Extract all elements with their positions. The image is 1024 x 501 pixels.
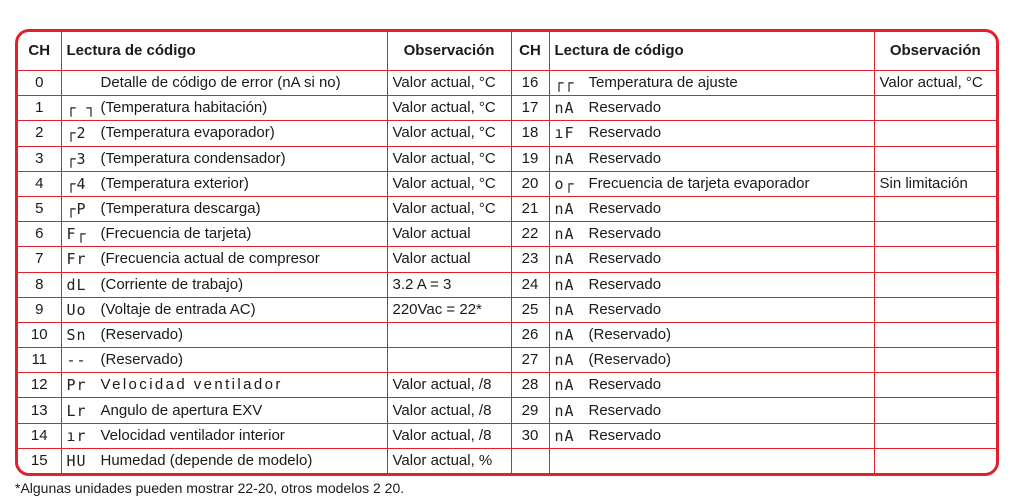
channel-number: 14 <box>18 423 61 448</box>
display-code: nA <box>554 351 575 370</box>
code-reading-cell <box>549 297 874 322</box>
code-description: Reservado <box>588 275 662 293</box>
table-row <box>18 171 996 196</box>
table-row <box>18 272 996 297</box>
display-code: ır <box>66 426 87 445</box>
display-code: nA <box>554 376 575 395</box>
display-code: F┌ <box>66 225 87 244</box>
observation-cell: 220Vac = 22* <box>387 297 511 322</box>
channel-number: 21 <box>511 196 549 221</box>
observation-cell: Valor actual, °C <box>387 121 511 146</box>
observation-cell: Valor actual, % <box>387 448 511 473</box>
display-code: Fr <box>66 250 87 269</box>
channel-number: 22 <box>511 222 549 247</box>
channel-number: 3 <box>18 146 61 171</box>
code-reading-cell <box>61 373 387 398</box>
header-observacion-left: Observación <box>387 32 511 71</box>
header-ch-right: CH <box>511 32 549 71</box>
channel-number: 20 <box>511 171 549 196</box>
code-description: Detalle de código de error (nA si no) <box>100 74 341 92</box>
code-description: Humedad (depende de modelo) <box>100 451 313 469</box>
observation-cell: Valor actual, °C <box>387 171 511 196</box>
channel-number: 18 <box>511 121 549 146</box>
header-ch-left: CH <box>18 32 61 71</box>
channel-number: 29 <box>511 398 549 423</box>
code-reading-cell <box>549 373 874 398</box>
display-code: nA <box>554 99 575 118</box>
observation-cell <box>874 322 996 347</box>
footnote: *Algunas unidades pueden mostrar 22-20, otros modelos 2 20. <box>15 480 405 496</box>
code-description: Velocidad ventilador <box>100 376 283 394</box>
observation-cell: Valor actual, °C <box>387 96 511 121</box>
observation-cell <box>874 196 996 221</box>
display-code: Pr <box>66 376 87 395</box>
display-code: nA <box>554 200 575 219</box>
observation-cell <box>874 146 996 171</box>
channel-number: 9 <box>18 297 61 322</box>
code-reading-cell <box>549 448 874 473</box>
display-code: nA <box>554 250 575 269</box>
code-description: Reservado <box>588 250 662 268</box>
display-code: ┌P <box>66 200 87 219</box>
code-description: (Reservado) <box>100 325 184 343</box>
table-row <box>18 322 996 347</box>
code-description: Reservado <box>588 300 662 318</box>
code-reading-cell <box>549 146 874 171</box>
table-row <box>18 247 996 272</box>
code-description: Reservado <box>588 149 662 167</box>
code-reading-cell <box>61 196 387 221</box>
observation-cell <box>387 348 511 373</box>
table-row <box>18 146 996 171</box>
code-description: Temperatura de ajuste <box>588 74 738 92</box>
channel-number: 8 <box>18 272 61 297</box>
code-description: Velocidad ventilador interior <box>100 426 285 444</box>
code-reading-cell <box>61 398 387 423</box>
code-description: (Temperatura habitación) <box>100 99 268 117</box>
code-description: (Temperatura descarga) <box>100 200 261 218</box>
table-row <box>18 398 996 423</box>
channel-number: 25 <box>511 297 549 322</box>
code-description: Reservado <box>588 200 662 218</box>
code-description: (Voltaje de entrada AC) <box>100 300 256 318</box>
channel-number: 26 <box>511 322 549 347</box>
table-row <box>18 423 996 448</box>
code-reading-cell <box>61 448 387 473</box>
display-code: o┌ <box>554 174 575 193</box>
display-code: ┌2 <box>66 124 87 143</box>
observation-cell: Sin limitación <box>874 171 996 196</box>
channel-number: 19 <box>511 146 549 171</box>
code-description: Angulo de apertura EXV <box>100 401 263 419</box>
display-code: ıF <box>554 124 575 143</box>
display-code: nA <box>554 300 575 319</box>
header-row <box>18 32 996 71</box>
observation-cell <box>874 398 996 423</box>
observation-cell: Valor actual, °C <box>387 196 511 221</box>
table-row <box>18 96 996 121</box>
table-row <box>18 71 996 96</box>
display-code: dL <box>66 275 87 294</box>
code-reading-cell <box>549 96 874 121</box>
display-code: Sn <box>66 325 87 344</box>
display-code: ┌ ┐ <box>66 99 97 118</box>
observation-cell <box>874 121 996 146</box>
channel-number: 12 <box>18 373 61 398</box>
observation-cell <box>874 222 996 247</box>
display-code: nA <box>554 325 575 344</box>
observation-cell <box>874 96 996 121</box>
code-reading-cell <box>549 322 874 347</box>
channel-number: 27 <box>511 348 549 373</box>
table-row <box>18 297 996 322</box>
display-code: Uo <box>66 300 87 319</box>
code-reading-cell <box>549 423 874 448</box>
code-reading-cell <box>61 121 387 146</box>
observation-cell <box>387 322 511 347</box>
display-code: ┌4 <box>66 174 87 193</box>
code-reading-cell <box>549 272 874 297</box>
code-reading-cell <box>61 222 387 247</box>
observation-cell <box>874 348 996 373</box>
code-description: (Frecuencia actual de compresor <box>100 250 320 268</box>
code-description: (Reservado) <box>100 351 184 369</box>
observation-cell: Valor actual, /8 <box>387 373 511 398</box>
channel-number: 10 <box>18 322 61 347</box>
channel-number: 4 <box>18 171 61 196</box>
code-description: (Reservado) <box>588 325 672 343</box>
channel-number: 0 <box>18 71 61 96</box>
code-reading-cell <box>61 146 387 171</box>
observation-cell <box>874 297 996 322</box>
channel-number: 1 <box>18 96 61 121</box>
code-description: Reservado <box>588 426 662 444</box>
table-row <box>18 373 996 398</box>
code-reading-cell <box>61 297 387 322</box>
table-row <box>18 196 996 221</box>
channel-number: 5 <box>18 196 61 221</box>
table-row <box>18 222 996 247</box>
display-code: nA <box>554 275 575 294</box>
display-code: nA <box>554 426 575 445</box>
code-description: Reservado <box>588 99 662 117</box>
channel-number <box>511 448 549 473</box>
observation-cell: Valor actual, °C <box>874 71 996 96</box>
code-reading-cell <box>61 247 387 272</box>
observation-cell: Valor actual, °C <box>387 146 511 171</box>
channel-number: 28 <box>511 373 549 398</box>
observation-cell: Valor actual, °C <box>387 71 511 96</box>
channel-number: 13 <box>18 398 61 423</box>
code-description: Frecuencia de tarjeta evaporador <box>588 174 810 192</box>
channel-number: 6 <box>18 222 61 247</box>
observation-cell <box>874 272 996 297</box>
observation-cell: Valor actual <box>387 247 511 272</box>
display-code: Lr <box>66 401 87 420</box>
code-description: Reservado <box>588 124 662 142</box>
channel-number: 2 <box>18 121 61 146</box>
code-reading-cell <box>549 171 874 196</box>
code-reading-cell <box>549 71 874 96</box>
code-reading-cell <box>549 348 874 373</box>
display-code: ┌3 <box>66 149 87 168</box>
channel-number: 11 <box>18 348 61 373</box>
table-row <box>18 348 996 373</box>
code-description: Reservado <box>588 376 662 394</box>
code-description: (Temperatura evaporador) <box>100 124 275 142</box>
channel-number: 23 <box>511 247 549 272</box>
code-description: (Temperatura exterior) <box>100 174 249 192</box>
channel-number: 15 <box>18 448 61 473</box>
header-lectura-right: Lectura de código <box>549 32 874 71</box>
code-reading-cell <box>61 96 387 121</box>
observation-cell <box>874 373 996 398</box>
code-reading-cell <box>61 71 387 96</box>
channel-number: 30 <box>511 423 549 448</box>
code-table-frame <box>15 29 999 476</box>
table-row <box>18 448 996 473</box>
observation-cell <box>874 423 996 448</box>
code-reading-cell <box>61 272 387 297</box>
code-reading-cell <box>61 322 387 347</box>
display-code: nA <box>554 401 575 420</box>
code-description: (Temperatura condensador) <box>100 149 286 167</box>
code-description: Reservado <box>588 225 662 243</box>
display-code: HU <box>66 451 87 470</box>
code-reading-cell <box>549 121 874 146</box>
observation-cell: Valor actual, /8 <box>387 423 511 448</box>
channel-number: 16 <box>511 71 549 96</box>
code-reading-cell <box>549 222 874 247</box>
channel-number: 17 <box>511 96 549 121</box>
observation-cell: 3.2 A = 3 <box>387 272 511 297</box>
code-description: (Corriente de trabajo) <box>100 275 244 293</box>
table-row <box>18 121 996 146</box>
code-reading-cell <box>549 398 874 423</box>
code-reading-cell <box>61 348 387 373</box>
code-description: Reservado <box>588 401 662 419</box>
code-reading-cell <box>549 196 874 221</box>
observation-cell: Valor actual, /8 <box>387 398 511 423</box>
code-reading-cell <box>549 247 874 272</box>
channel-number: 24 <box>511 272 549 297</box>
header-lectura-left: Lectura de código <box>61 32 387 71</box>
display-code: ┌┌ <box>554 74 575 93</box>
observation-cell: Valor actual <box>387 222 511 247</box>
display-code: nA <box>554 149 575 168</box>
error-code-table <box>18 32 996 473</box>
observation-cell <box>874 448 996 473</box>
display-code: -- <box>66 351 87 370</box>
code-reading-cell <box>61 423 387 448</box>
code-description: (Reservado) <box>588 351 672 369</box>
channel-number: 7 <box>18 247 61 272</box>
code-reading-cell <box>61 171 387 196</box>
header-observacion-right: Observación <box>874 32 996 71</box>
display-code: nA <box>554 225 575 244</box>
code-description: (Frecuencia de tarjeta) <box>100 225 252 243</box>
observation-cell <box>874 247 996 272</box>
